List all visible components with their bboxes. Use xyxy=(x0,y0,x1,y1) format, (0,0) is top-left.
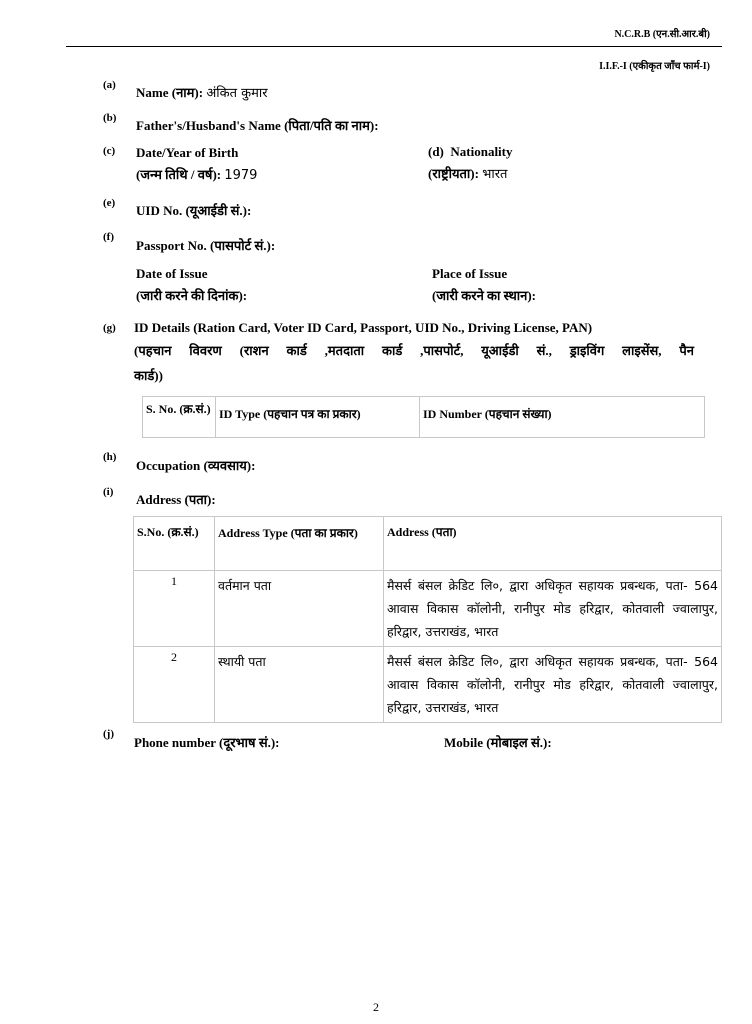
addr-row-address: मैसर्स बंसल क्रेडिट लि०, द्वारा अधिकृत सहायक प्रबन्धक, पता- 564 आवास विकास कॉलोनी, रानीपुर मोड हरिद्वार, कोतवाली ज्वालापुर, हरिद्वार, उत्तराखंड, भारत xyxy=(384,571,722,647)
id-col-sno: S. No. (क्र.सं.) xyxy=(143,397,216,438)
nationality-field xyxy=(428,164,507,182)
header-form: I.I.F.-I (एकीकृत जाँच फार्म-I) xyxy=(599,61,710,72)
label-b: (b) xyxy=(103,112,117,124)
mobile-title: Mobile (मोबाइल सं.): xyxy=(444,735,552,750)
phone-title: Phone number (दूरभाष सं.): xyxy=(134,735,280,750)
label-e: (e) xyxy=(103,197,116,209)
name-value: अंकित कुमार xyxy=(206,86,268,101)
dob-value: 1979 xyxy=(224,168,258,183)
address-title: Address (पता): xyxy=(136,492,216,507)
addr-row-sno: 1 xyxy=(134,571,215,647)
id-col-type: ID Type (पहचान पत्र का प्रकार) xyxy=(216,397,420,438)
place-of-issue-en: Place of Issue xyxy=(432,266,508,281)
place-of-issue-hi: (जारी करने का स्थान): xyxy=(432,288,536,303)
address-table xyxy=(133,516,722,723)
dob-field xyxy=(136,165,257,183)
table-row xyxy=(134,571,722,647)
label-h: (h) xyxy=(103,451,117,463)
header-rule xyxy=(66,46,722,47)
name-title: Name (नाम): xyxy=(136,85,204,100)
id-details-title-en: ID Details (Ration Card, Voter ID Card, Passport, UID No., Driving License, PAN) xyxy=(134,320,593,335)
addr-col-type: Address Type (पता का प्रकार) xyxy=(215,517,384,571)
label-f: (f) xyxy=(103,231,114,243)
uid-title: UID No. (यूआईडी सं.): xyxy=(136,203,252,218)
id-details-table xyxy=(142,396,705,438)
addr-col-address: Address (पता) xyxy=(384,517,722,571)
label-g: (g) xyxy=(103,322,116,334)
label-j: (j) xyxy=(103,728,114,740)
nationality-title-hi: (राष्ट्रीयता): xyxy=(428,166,479,181)
id-details-title-hi: (पहचान विवरण (राशन कार्ड ,मतदाता कार्ड ,पासपोर्ट, यूआईडी सं., ड्राइविंग लाइसेंस, पैन xyxy=(134,343,694,358)
date-of-issue-en: Date of Issue xyxy=(136,266,208,281)
table-header-row xyxy=(134,517,722,571)
nationality-value: भारत xyxy=(482,167,508,182)
nationality-title-en: (d) Nationality xyxy=(428,144,513,159)
dob-title-hi: (जन्म तिथि / वर्ष): xyxy=(136,167,222,182)
addr-row-sno: 2 xyxy=(134,647,215,723)
page-number: 2 xyxy=(373,1000,379,1014)
label-d: (d) xyxy=(428,144,444,159)
table-header-row xyxy=(143,397,705,438)
table-row xyxy=(134,647,722,723)
addr-row-type: वर्तमान पता xyxy=(215,571,384,647)
addr-row-address: मैसर्स बंसल क्रेडिट लि०, द्वारा अधिकृत सहायक प्रबन्धक, पता- 564 आवास विकास कॉलोनी, रानीपुर मोड हरिद्वार, कोतवाली ज्वालापुर, हरिद्वार, उत्तराखंड, भारत xyxy=(384,647,722,723)
name-field xyxy=(136,83,268,101)
header-org: N.C.R.B (एन.सी.आर.बी) xyxy=(614,29,710,40)
passport-title: Passport No. (पासपोर्ट सं.): xyxy=(136,238,276,253)
father-name-title: Father's/Husband's Name (पिता/पति का नाम): xyxy=(136,118,379,133)
date-of-issue-hi: (जारी करने की दिनांक): xyxy=(136,288,248,303)
occupation-title: Occupation (व्यवसाय): xyxy=(136,458,256,473)
id-details-title-hi-cont: कार्ड)) xyxy=(134,368,163,383)
id-col-number: ID Number (पहचान संख्या) xyxy=(420,397,705,438)
label-i: (i) xyxy=(103,486,114,498)
dob-title-en: Date/Year of Birth xyxy=(136,145,239,160)
label-c: (c) xyxy=(103,145,116,157)
addr-col-sno: S.No. (क्र.सं.) xyxy=(134,517,215,571)
addr-row-type: स्थायी पता xyxy=(215,647,384,723)
label-a: (a) xyxy=(103,79,116,91)
